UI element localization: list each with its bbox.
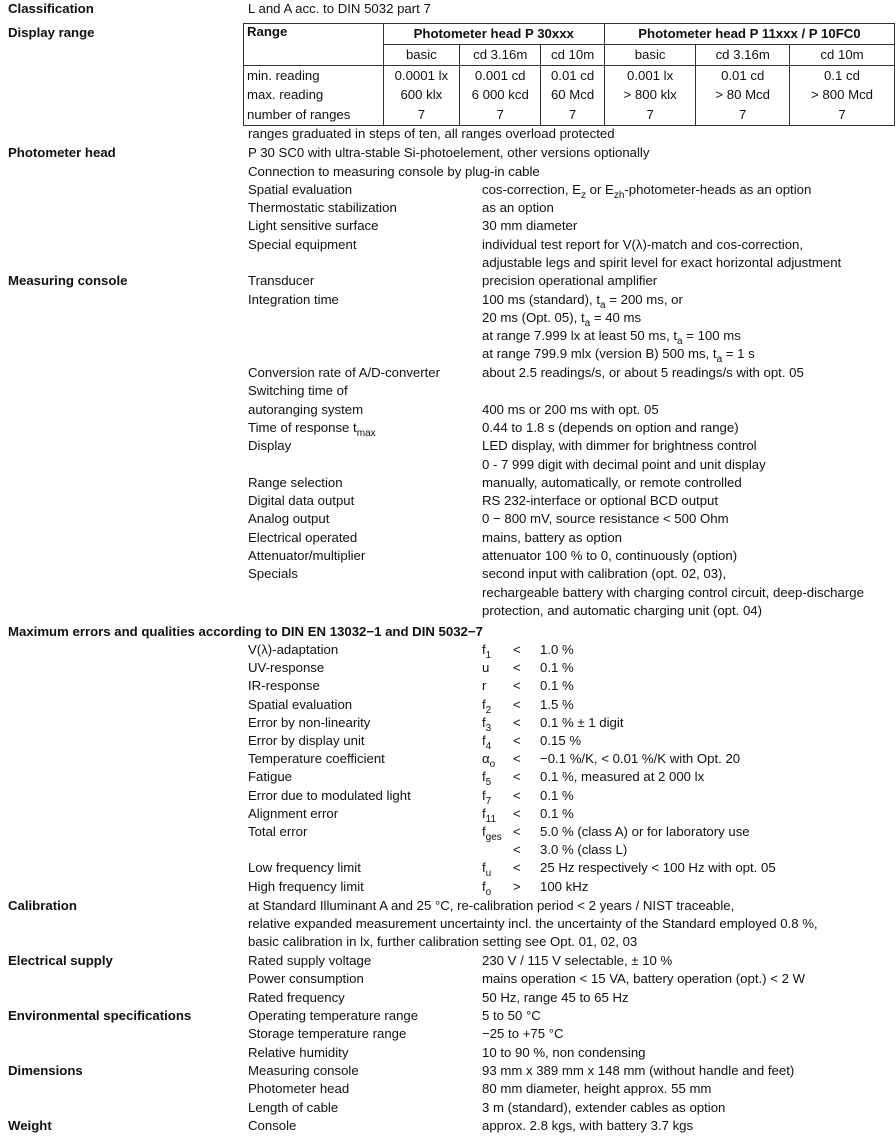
error-value: 0.1 % (540, 806, 574, 821)
table-cell: 7 (383, 105, 460, 125)
specials-value-3: protection, and automatic charging unit (opt. 04) (482, 603, 763, 618)
conversion-value: about 2.5 readings/s, or about 5 readings/s with opt. 05 (482, 365, 804, 380)
digital-output-value: RS 232-interface or optional BCD output (482, 493, 719, 508)
integration-value-2: 20 ms (Opt. 05), $t_a = 40$ ms (482, 310, 642, 329)
error-value: −0.1 %/K, < 0.01 %/K with Opt. 20 (540, 751, 741, 766)
operating-temp-label: Operating temperature range (248, 1008, 419, 1023)
row-label: number of ranges (244, 105, 384, 125)
sub-header: cd 10m (541, 44, 605, 65)
frequency-label: Rated frequency (248, 990, 345, 1005)
error-symbol: $f_{ges}$ (482, 824, 502, 843)
table-cell: 0.001 lx (604, 65, 695, 85)
calibration-line3: basic calibration in lx, further calibration setting see Opt. 01, 02, 03 (248, 934, 638, 949)
error-label: Alignment error (248, 806, 339, 821)
error-symbol: $f_5$ (482, 769, 492, 788)
range-selection-label: Range selection (248, 475, 343, 490)
storage-temp-value: −25 to +75 °C (482, 1026, 564, 1041)
switching-value: 400 ms or 200 ms with opt. 05 (482, 402, 659, 417)
error-value: 1.0 % (540, 642, 574, 657)
error-symbol: $f_o$ (482, 879, 492, 898)
conversion-label: Conversion rate of A/D-converter (248, 365, 441, 380)
error-symbol: $f_3$ (482, 715, 492, 734)
attenuator-value: attenuator 100 % to 0, continuously (option) (482, 548, 738, 563)
attenuator-label: Attenuator/multiplier (248, 548, 366, 563)
error-value: 25 Hz respectively < 100 Hz with opt. 05 (540, 860, 776, 875)
error-value: 0.15 % (540, 733, 582, 748)
error-value: 0.1 % (540, 678, 574, 693)
cable-label: Length of cable (248, 1100, 339, 1115)
error-value: 0.1 % ± 1 digit (540, 715, 624, 730)
error-operator: < (513, 715, 521, 730)
weight-console-value: approx. 2.8 kgs, with battery 3.7 kgs (482, 1118, 694, 1133)
response-label: Time of response $t_{max}$ (248, 420, 376, 439)
specials-value-2: rechargeable battery with charging control circuit, deep-discharge (482, 585, 864, 600)
error-value: 5.0 % (class A) or for laboratory use (540, 824, 750, 839)
console-dim-value: 93 mm x 389 mm x 148 mm (without handle and feet) (482, 1063, 795, 1078)
transducer-label: Transducer (248, 273, 315, 288)
error-label: Fatigue (248, 769, 292, 784)
error-value: 3.0 % (class L) (540, 842, 628, 857)
error-operator: < (513, 697, 521, 712)
error-label: IR-response (248, 678, 320, 693)
table-cell: 0.0001 lx (383, 65, 460, 85)
table-row (244, 65, 895, 85)
error-operator: < (513, 678, 521, 693)
photometer-head-label: Photometer head (8, 145, 116, 160)
display-range-note: ranges graduated in steps of ten, all ranges overload protected (248, 126, 615, 141)
error-label: High frequency limit (248, 879, 364, 894)
thermo-label: Thermostatic stabilization (248, 200, 397, 215)
specials-label: Specials (248, 566, 298, 581)
humidity-label: Relative humidity (248, 1045, 349, 1060)
thermo-value: as an option (482, 200, 554, 215)
error-symbol: $f_7$ (482, 788, 492, 807)
photometer-head-line2: Connection to measuring console by plug-in cable (248, 164, 540, 179)
table-cell: 6 000 kcd (460, 86, 541, 106)
table-cell: 600 klx (383, 86, 460, 106)
error-label: Error by non-linearity (248, 715, 371, 730)
special-value-2: adjustable legs and spirit level for exact horizontal adjustment (482, 255, 842, 270)
error-label: UV-response (248, 660, 325, 675)
sub-header: cd 10m (790, 44, 895, 65)
environmental-label: Environmental specifications (8, 1008, 192, 1023)
error-symbol: $f_4$ (482, 733, 492, 752)
voltage-value: 230 V / 115 V selectable, ± 10 % (482, 953, 673, 968)
error-label: Low frequency limit (248, 860, 361, 875)
integration-value-4: at range 799.9 mlx (version B) 500 ms, $t_a = 1$ s (482, 346, 755, 365)
switching-label-2: autoranging system (248, 402, 364, 417)
digital-output-label: Digital data output (248, 493, 355, 508)
error-symbol: u (482, 660, 490, 675)
weight-console-label: Console (248, 1118, 297, 1133)
table-cell: 0.01 cd (541, 65, 605, 85)
table-cell: 7 (604, 105, 695, 125)
integration-value-3: at range 7.999 lx at least 50 ms, $t_a = 100$ ms (482, 328, 741, 347)
head-dim-value: 80 mm diameter, height approx. 55 mm (482, 1081, 712, 1096)
table-cell: 7 (696, 105, 790, 125)
error-label: Error by display unit (248, 733, 365, 748)
switching-label-1: Switching time of (248, 383, 348, 398)
specials-value-1: second input with calibration (opt. 02, 03), (482, 566, 727, 581)
error-value: 1.5 % (540, 697, 574, 712)
row-label: min. reading (244, 65, 384, 85)
error-symbol: $f_u$ (482, 860, 492, 879)
transducer-value: precision operational amplifier (482, 273, 658, 288)
calibration-label: Calibration (8, 898, 77, 913)
error-value: 100 kHz (540, 879, 589, 894)
error-label: V(λ)-adaptation (248, 642, 339, 657)
classification-value: L and A acc. to DIN 5032 part 7 (248, 1, 431, 16)
row-label: max. reading (244, 86, 384, 106)
error-operator: < (513, 769, 521, 784)
sub-header: cd 3.16m (696, 44, 790, 65)
table-cell: 7 (790, 105, 895, 125)
measuring-console-label: Measuring console (8, 273, 128, 288)
error-symbol: $f_1$ (482, 642, 492, 661)
voltage-label: Rated supply voltage (248, 953, 372, 968)
electrical-supply-label: Electrical supply (8, 953, 113, 968)
table-cell: 7 (541, 105, 605, 125)
integration-label: Integration time (248, 292, 339, 307)
error-operator: < (513, 660, 521, 675)
photometer-head-line1: P 30 SC0 with ultra-stable Si-photoelement, other versions optionally (248, 145, 650, 160)
classification-label: Classification (8, 1, 94, 16)
error-symbol: $\alpha_o$ (482, 751, 496, 770)
sub-header: basic (383, 44, 460, 65)
special-label: Special equipment (248, 237, 357, 252)
error-label: Temperature coefficient (248, 751, 385, 766)
error-symbol: $f_2$ (482, 697, 492, 716)
table-cell: 0.001 cd (460, 65, 541, 85)
spatial-label: Spatial evaluation (248, 182, 353, 197)
analog-output-label: Analog output (248, 511, 330, 526)
error-value: 0.1 % (540, 660, 574, 675)
error-operator: < (513, 788, 521, 803)
error-operator: < (513, 860, 521, 875)
table-cell: 7 (460, 105, 541, 125)
operating-temp-value: 5 to 50 °C (482, 1008, 541, 1023)
error-value: 0.1 % (540, 788, 574, 803)
dimensions-label: Dimensions (8, 1063, 83, 1078)
display-range-table (243, 23, 895, 126)
error-value: 0.1 %, measured at 2 000 lx (540, 769, 705, 784)
error-operator: < (513, 642, 521, 657)
calibration-line2: relative expanded measurement uncertainty incl. the uncertainty of the Standard employed 0.8 %, (248, 916, 818, 931)
electrical-operated-label: Electrical operated (248, 530, 358, 545)
table-cell: > 800 Mcd (790, 86, 895, 106)
surface-label: Light sensitive surface (248, 218, 379, 233)
range-selection-value: manually, automatically, or remote controlled (482, 475, 742, 490)
power-label: Power consumption (248, 971, 364, 986)
display-value-1: LED display, with dimmer for brightness control (482, 438, 757, 453)
display-range-label: Display range (8, 25, 95, 40)
spatial-value: cos-correction, $E_z$ or $E_{zh}-photometer$-heads as an option (482, 182, 812, 201)
electrical-operated-value: mains, battery as option (482, 530, 623, 545)
error-operator: > (513, 879, 521, 894)
error-operator: < (513, 751, 521, 766)
power-value: mains operation < 15 VA, battery operation (opt.) < 2 W (482, 971, 806, 986)
error-operator: < (513, 806, 521, 821)
table-cell: 0.01 cd (696, 65, 790, 85)
table-cell: > 800 klx (604, 86, 695, 106)
sub-header: cd 3.16m (460, 44, 541, 65)
error-label: Spatial evaluation (248, 697, 353, 712)
error-label: Total error (248, 824, 308, 839)
humidity-value: 10 to 90 %, non condensing (482, 1045, 646, 1060)
head-dim-label: Photometer head (248, 1081, 350, 1096)
sub-header: basic (604, 44, 695, 65)
range-header: Range (244, 24, 384, 66)
display-label: Display (248, 438, 292, 453)
table-cell: 0.1 cd (790, 65, 895, 85)
frequency-value: 50 Hz, range 45 to 65 Hz (482, 990, 629, 1005)
analog-output-value: 0 − 800 mV, source resistance < 500 Ohm (482, 511, 729, 526)
error-symbol: r (482, 678, 487, 693)
errors-heading: Maximum errors and qualities according to DIN EN 13032−1 and DIN 5032−7 (8, 624, 483, 639)
integration-value-1: 100 ms (standard), $t_a = 200$ ms, or (482, 292, 683, 311)
error-operator: < (513, 824, 521, 839)
display-value-2: 0 - 7 999 digit with decimal point and unit display (482, 457, 766, 472)
table-row (244, 105, 895, 125)
cable-value: 3 m (standard), extender cables as option (482, 1100, 726, 1115)
special-value-1: individual test report for V(λ)-match and cos-correction, (482, 237, 804, 252)
error-symbol: $f_{11}$ (482, 806, 497, 825)
group-header-p30: Photometer head P 30xxx (383, 24, 604, 45)
error-label: Error due to modulated light (248, 788, 411, 803)
group-header-p11: Photometer head P 11xxx / P 10FC0 (604, 24, 894, 45)
table-row (244, 86, 895, 106)
console-dim-label: Measuring console (248, 1063, 359, 1078)
error-operator: < (513, 733, 521, 748)
error-operator: < (513, 842, 521, 857)
weight-label: Weight (8, 1118, 52, 1133)
table-cell: 60 Mcd (541, 86, 605, 106)
storage-temp-label: Storage temperature range (248, 1026, 407, 1041)
calibration-line1: at Standard Illuminant A and 25 °C, re-calibration period < 2 years / NIST traceable, (248, 898, 735, 913)
table-cell: > 80 Mcd (696, 86, 790, 106)
surface-value: 30 mm diameter (482, 218, 578, 233)
response-value: 0.44 to 1.8 s (depends on option and range) (482, 420, 739, 435)
